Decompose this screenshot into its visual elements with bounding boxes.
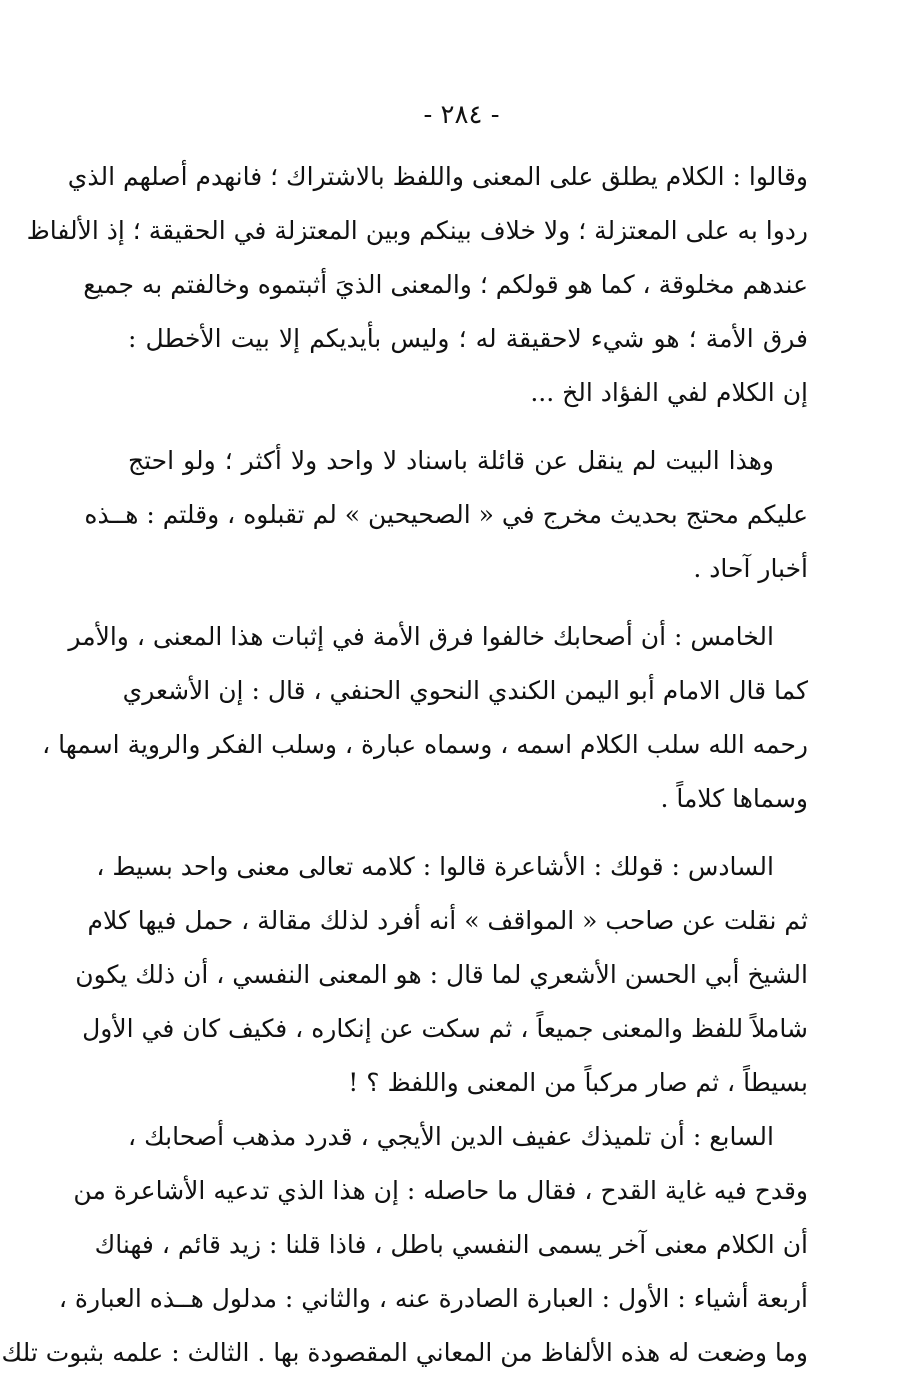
- text-line: وما وضعت له هذه الألفاظ من المعاني المقصودة بها . الثالث : علمه بثبوت تلك: [1, 1338, 808, 1367]
- body-text: [1, 150, 808, 1380]
- text-line: ثم نقلت عن صاحب « المواقف » أنه أفرد لذلك مقالة ، حمل فيها كلام: [87, 906, 808, 935]
- text-line: أربعة أشياء : الأول : العبارة الصادرة عنه ، والثاني : مدلول هــذه العبارة ،: [58, 1284, 808, 1313]
- text-line: ردوا به على المعتزلة ؛ ولا خلاف بينكم وبين المعتزلة في الحقيقة ؛ إذ الألفاظ: [26, 216, 808, 245]
- text-line: بسيطاً ، ثم صار مركباً من المعنى واللفظ ؟ !: [348, 1068, 808, 1097]
- text-line: وهذا البيت لم ينقل عن قائلة باسناد لا واحد ولا أكثر ؛ ولو احتج: [128, 446, 774, 475]
- text-line: كما قال الامام أبو اليمن الكندي النحوي الحنفي ، قال : إن الأشعري: [122, 676, 808, 705]
- page-number: - ٢٨٤ -: [423, 100, 500, 130]
- text-line: رحمه الله سلب الكلام اسمه ، وسماه عبارة ، وسلب الفكر والروية اسمها ،: [42, 730, 808, 759]
- text-line: وقالوا : الكلام يطلق على المعنى واللفظ بالاشتراك ؛ فانهدم أصلهم الذي: [67, 162, 808, 191]
- text-line: أخبار آحاد .: [693, 554, 808, 583]
- text-line: عليكم محتج بحديث مخرج في « الصحيحين » لم تقبلوه ، وقلتم : هــذه: [84, 500, 808, 529]
- text-line: الشيخ أبي الحسن الأشعري لما قال : هو المعنى النفسي ، أن ذلك يكون: [75, 960, 808, 989]
- text-line: وسماها كلاماً .: [660, 784, 808, 813]
- text-line: وقدح فيه غاية القدح ، فقال ما حاصله : إن هذا الذي تدعيه الأشاعرة من: [73, 1176, 808, 1205]
- text-line: أن الكلام معنى آخر يسمى النفسي باطل ، فاذا قلنا : زيد قائم ، فهناك: [94, 1230, 808, 1259]
- text-line: فرق الأمة ؛ هو شيء لاحقيقة له ؛ وليس بأيديكم إلا بيت الأخطل :: [128, 324, 808, 353]
- paragraph-sixth-start: السادس : قولك : الأشاعرة قالوا : كلامه تعالى معنى واحد بسيط ،: [96, 852, 774, 881]
- poem-line: إن الكلام لفي الفؤاد الخ ...: [530, 378, 808, 407]
- text-line: عندهم مخلوقة ، كما هو قولكم ؛ والمعنى الذيَ أثبتموه وخالفتم به جميع: [83, 270, 808, 299]
- paragraph-seventh-start: السابع : أن تلميذك عفيف الدين الأيجي ، قدرد مذهب أصحابك ،: [128, 1122, 774, 1151]
- paragraph-fifth-start: الخامس : أن أصحابك خالفوا فرق الأمة في إثبات هذا المعنى ، والأمر: [68, 622, 774, 651]
- text-line: شاملاً للفظ والمعنى جميعاً ، ثم سكت عن إنكاره ، فكيف كان في الأول: [82, 1014, 808, 1043]
